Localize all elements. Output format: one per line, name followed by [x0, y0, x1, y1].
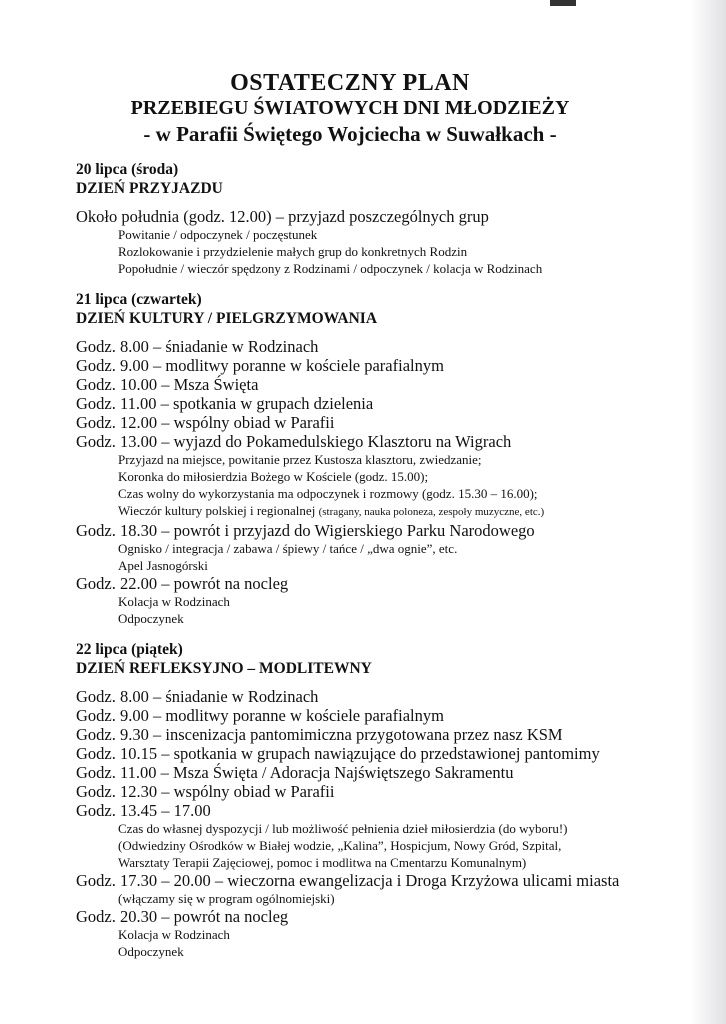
parish-line: - w Parafii Świętego Wojciecha w Suwałkach - — [143, 122, 557, 146]
day-date: 20 lipca (środa) — [76, 161, 179, 178]
schedule-entry: Godz. 11.00 – spotkania w grupach dzielenia — [76, 394, 374, 413]
entry-detail — [118, 502, 696, 521]
schedule-entry: Godz. 10.00 – Msza Święta — [76, 375, 259, 394]
entry-detail: Popołudnie / wieczór spędzony z Rodzinami / odpoczynek / kolacja w Rodzinach — [118, 261, 543, 276]
entry-detail: Odpoczynek — [118, 944, 184, 959]
schedule-entry: Godz. 11.00 – Msza Święta / Adoracja Najświętszego Sakramentu — [76, 763, 514, 782]
entry-detail: Powitanie / odpoczynek / poczęstunek — [118, 227, 318, 242]
schedule-entry: Godz. 12.00 – wspólny obiad w Parafii — [76, 413, 335, 432]
entry-detail: Koronka do miłosierdzia Bożego w Kościele (godz. 15.00); — [118, 469, 429, 484]
schedule-entry: Godz. 18.30 – powrót i przyjazd do Wigierskiego Parku Narodowego — [76, 521, 535, 540]
entry-detail: (włączamy się w program ogólnomiejski) — [118, 891, 335, 906]
entry-detail: Warsztaty Terapii Zajęciowej, pomoc i modlitwa na Cmentarzu Komunalnym) — [118, 855, 527, 870]
entry-detail: Ognisko / integracja / zabawa / śpiewy / tańce / „dwa ognie”, etc. — [118, 541, 458, 556]
entry-detail: Odpoczynek — [118, 611, 184, 626]
schedule-entry: Godz. 9.00 – modlitwy poranne w kościele parafialnym — [76, 706, 444, 725]
schedule-entry: Godz. 10.15 – spotkania w grupach nawiązujące do przedstawionej pantomimy — [76, 744, 600, 763]
schedule-entry: Godz. 20.30 – powrót na nocleg — [76, 907, 289, 926]
document-title: OSTATECZNY PLAN — [230, 70, 470, 96]
schedule-entry: Godz. 12.30 – wspólny obiad w Parafii — [76, 782, 335, 801]
day-section — [76, 640, 696, 960]
entry-detail: Przyjazd na miejsce, powitanie przez Kustosza klasztoru, zwiedzanie; — [118, 452, 482, 467]
entry-detail: Apel Jasnogórski — [118, 558, 208, 573]
entry-detail-note: (stragany, nauka poloneza, zespoły muzyczne, etc.) — [318, 506, 545, 518]
schedule-entry: Godz. 9.30 – inscenizacja pantomimiczna przygotowana przez nasz KSM — [76, 725, 563, 744]
schedule-entry: Godz. 8.00 – śniadanie w Rodzinach — [76, 687, 319, 706]
schedule-entry: Godz. 9.00 – modlitwy poranne w kościele parafialnym — [76, 356, 444, 375]
entry-detail: Rozlokowanie i przydzielenie małych grup do konkretnych Rodzin — [118, 244, 468, 259]
schedule-entry: Godz. 17.30 – 20.00 – wieczorna ewangelizacja i Droga Krzyżowa ulicami miasta — [76, 871, 620, 890]
document-subtitle: PRZEBIEGU ŚWIATOWYCH DNI MŁODZIEŻY — [130, 97, 570, 119]
day-date: 22 lipca (piątek) — [76, 641, 183, 658]
entry-detail-main: Wieczór kultury polskiej i regionalnej — [118, 503, 319, 518]
schedule-entry: Około południa (godz. 12.00) – przyjazd poszczególnych grup — [76, 207, 489, 226]
entry-detail: (Odwiedziny Ośrodków w Białej wodzie, „Kalina”, Hospicjum, Nowy Gród, Szpital, — [118, 838, 562, 853]
day-date: 21 lipca (czwartek) — [76, 291, 202, 308]
scan-corner-mark — [550, 0, 576, 6]
schedule-entry: Godz. 8.00 – śniadanie w Rodzinach — [76, 337, 319, 356]
day-section — [76, 290, 696, 627]
schedule-entry: Godz. 22.00 – powrót na nocleg — [76, 574, 289, 593]
schedule-entry: Godz. 13.00 – wyjazd do Pokamedulskiego Klasztoru na Wigrach — [76, 432, 512, 451]
entry-detail: Kolacja w Rodzinach — [118, 927, 230, 942]
entry-detail: Czas wolny do wykorzystania ma odpoczynek i rozmowy (godz. 15.30 – 16.00); — [118, 486, 538, 501]
entry-detail: Czas do własnej dyspozycji / lub możliwość pełnienia dzieł miłosierdzia (do wyboru!) — [118, 821, 568, 836]
day-section — [76, 160, 696, 277]
entry-detail: Kolacja w Rodzinach — [118, 594, 230, 609]
schedule-entry: Godz. 13.45 – 17.00 — [76, 801, 211, 820]
day-name: DZIEŃ PRZYJAZDU — [76, 180, 223, 197]
day-name: DZIEŃ REFLEKSYJNO – MODLITEWNY — [76, 660, 372, 677]
schedule — [76, 160, 696, 973]
day-name: DZIEŃ KULTURY / PIELGRZYMOWANIA — [76, 310, 378, 327]
